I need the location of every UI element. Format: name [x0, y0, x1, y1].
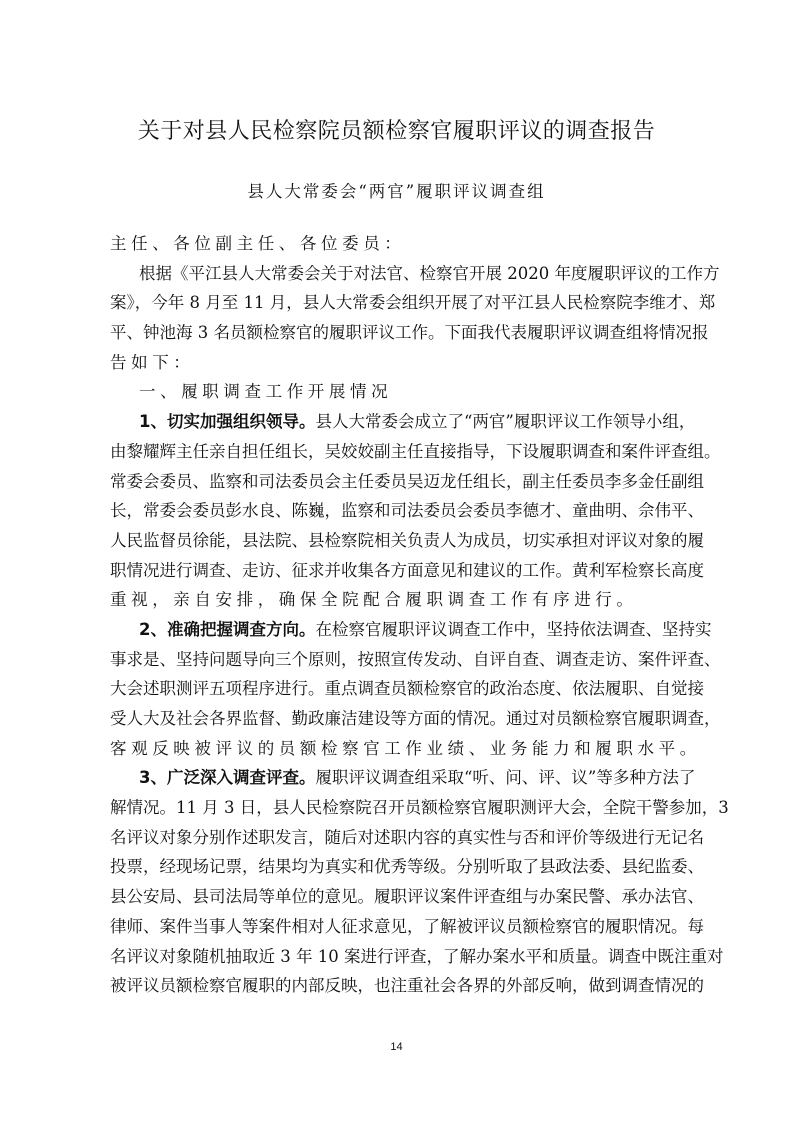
item3-line: 投票，经现场记票，结果均为真实和优秀等级。分别听取了县政法委、县纪监委、	[110, 857, 704, 877]
document-title: 关于对县人民检察院员额检察官履职评议的调查报告	[137, 119, 656, 144]
item3-line: 律师、案件当事人等案件相对人征求意见，了解被评议员额检察官的履职情况。每	[110, 916, 704, 936]
item2-line	[110, 615, 712, 645]
document-subtitle: 县人大常委会“两官”履职评议调查组	[247, 182, 546, 201]
salutation: 主任、各位副主任、各位委员：	[110, 234, 406, 253]
item3-line: 县公安局、县司法局等单位的意见。履职评议案件评查组与办案民警、承办法官、	[110, 887, 704, 907]
item1-line: 职情况进行调查、走访、征求并收集各方面意见和建议的工作。黄利军检察长高度	[110, 560, 704, 580]
item2-line: 客观反映被评议的员额检察官工作业绩、业务能力和履职水平。	[110, 738, 701, 758]
item2-line: 受人大及社会各界监督、勤政廉洁建设等方面的情况。通过对员额检察官履职调查，	[110, 709, 721, 728]
intro-line: 告如下：	[110, 352, 195, 372]
item3-line: 解情况。11 月 3 日，县人民检察院召开员额检察官履职测评大会，全院干警参加，3	[110, 798, 729, 818]
item3-line: 名评议对象分别作述职发言，随后对述职内容的真实性与否和评价等级进行无记名	[110, 827, 704, 847]
page-number: 14	[390, 1041, 403, 1053]
item3-line: 被评议员额检察官履职的内部反映，也注重社会各界的外部反响，做到调查情况的	[110, 976, 704, 996]
item1-lead: 1、切实加强组织领导。	[139, 412, 316, 432]
item3-line: 名评议对象随机抽取近 3 年 10 案进行评查，了解办案水平和质量。调查中既注重对	[110, 946, 724, 966]
item1-line: 长，常委会委员彭水良、陈巍，监察和司法委员会委员李德才、童曲明、佘伟平、	[110, 501, 704, 521]
item2-lead: 2、准确把握调查方向。	[139, 619, 316, 639]
item1-text: 县人大常委会成立了“两官”履职评议工作领导小组，	[315, 412, 696, 432]
item3-line	[110, 763, 696, 793]
item1-line: 重视，亲自安排，确保全院配合履职调查工作有序进行。	[110, 590, 638, 610]
item3-text: 履职评议调查组采取“听、问、评、议”等多种方法了	[315, 768, 696, 788]
intro-line: 案》，今年 8 月至 11 月，县人大常委会组织开展了对平江县人民检察院李维才、郑	[110, 293, 716, 313]
item1-line: 常委会委员、监察和司法委员会主任委员吴迈龙任组长，副主任委员李多金任副组	[110, 471, 704, 491]
item2-line: 大会述职测评五项程序进行。重点调查员额检察官的政治态度、依法履职、自觉接	[110, 679, 704, 699]
document-body	[110, 229, 729, 1001]
item3-lead: 3、广泛深入调查评查。	[139, 768, 316, 788]
item1-line: 人民监督员徐能，县法院、县检察院相关负责人为成员，切实承担对评议对象的履	[110, 530, 704, 550]
item2-line: 事求是、坚持问题导向三个原则，按照宣传发动、自评自查、调查走访、案件评查、	[110, 649, 721, 669]
intro-line: 根据《平江县人大常委会关于对法官、检察官开展 2020 年度履职评议的工作方	[139, 263, 720, 283]
intro-line: 平、钟池海 3 名员额检察官的履职评议工作。下面我代表履职评议调查组将情况报	[110, 323, 709, 343]
item1-line: 由黎耀辉主任亲自担任组长，吴姣姣副主任直接指导，下设履职调查和案件评查组。	[110, 441, 721, 461]
item2-text: 在检察官履职评议调查工作中，坚持依法调查、坚持实	[315, 619, 712, 639]
item1-line	[110, 407, 696, 437]
section-heading: 一、履职调查工作开展情况	[139, 382, 393, 402]
